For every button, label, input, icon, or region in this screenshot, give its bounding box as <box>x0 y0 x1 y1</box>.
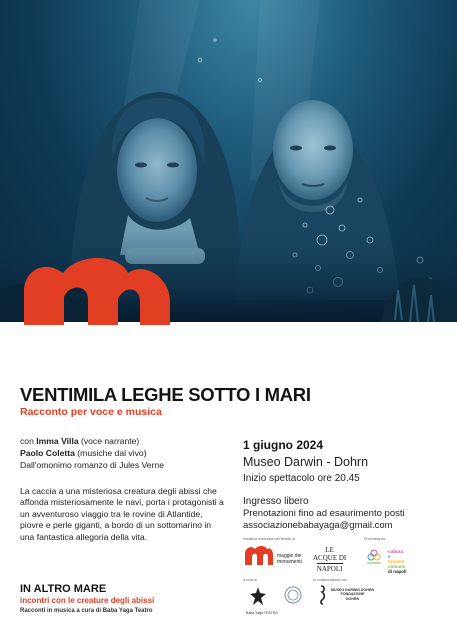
event-entry: Ingresso libero <box>243 496 309 507</box>
credit-line-2 <box>20 447 164 459</box>
poster-title: VENTIMILA LEGHE SOTTO I MARI <box>20 384 311 405</box>
logo-label-curated: a cura di <box>243 578 257 582</box>
darwin-dohrn-logo <box>331 588 374 601</box>
logo-label-collab: In collaborazione con <box>313 578 347 582</box>
series-note: Racconti in musica a cura di Baba Yaga Teatro <box>20 608 153 614</box>
comune-napoli-logo <box>388 549 407 574</box>
mdm-line-1: maggio dei <box>277 553 302 559</box>
comune-line-4: comune <box>388 564 406 569</box>
series-subtitle: incontri con le creature degli abissi <box>20 596 155 605</box>
logo-label-right: Promossa da <box>364 537 386 541</box>
event-venue: Museo Darwin - Dohrn <box>243 455 369 469</box>
baba-yaga-text: Baba Yaga TEATRO <box>246 611 278 615</box>
performer-role-2: (musiche dal vivo) <box>74 448 147 458</box>
series-block <box>20 583 154 616</box>
event-booking: Prenotazioni fino ad esaurimento posti <box>243 508 405 519</box>
seal-logo <box>284 586 302 604</box>
description: La caccia a una misteriosa creatura degli abissi che affonda misteriosamente le navi, porta i protagonisti a un avventuroso viaggio tra le rovine di Atlantide, piovre e perle giganti, a bordo di un sottomarino in una fantastica allegoria della vita. <box>20 486 224 542</box>
acque-divider <box>317 563 343 564</box>
comune-line-5: di napoli <box>388 569 407 574</box>
acque-line-3: NAPOLI <box>316 565 343 573</box>
colorful-circle-logo <box>364 545 384 565</box>
performer-name-1: Imma Villa <box>36 436 79 446</box>
darwin-line-1: MUSEO DARWIN DOHRN <box>331 588 375 592</box>
event-date: 1 giugno 2024 <box>243 438 324 452</box>
comune-line-2: e <box>388 554 391 559</box>
brand-m-logo <box>0 253 170 343</box>
mdm-line-2: monumenti <box>277 559 302 565</box>
darwin-line-3: DOHRN <box>345 596 360 601</box>
event-time: Inizio spettacolo ore 20.45 <box>243 473 360 484</box>
acque-line-2: ACQUE DI <box>313 554 347 562</box>
poster-subtitle: Racconto per voce e musica <box>20 406 162 418</box>
comune-line-3: turismo <box>388 559 405 564</box>
seahorse-icon <box>315 585 327 605</box>
maggio-monumenti-logo <box>243 545 273 565</box>
performer-role-1: (voce narrante) <box>78 436 140 446</box>
darwin-line-2: FONDAZIONE <box>340 592 365 597</box>
acque-napoli-logo <box>313 546 346 573</box>
performer-name-2: Paolo Coletta <box>20 448 75 458</box>
comune-line-1: cultura <box>388 549 404 554</box>
credit-prefix: con <box>20 436 37 446</box>
logo-label-left: Iniziativa realizzata nell'ambito di <box>243 537 296 541</box>
contact-email[interactable]: associazionebabayaga@gmail.com <box>243 520 393 531</box>
credit-line-1 <box>20 435 164 447</box>
credit-line-3: Dall'omonimo romanzo di Jules Verne <box>20 460 164 470</box>
acque-line-1: LE <box>325 546 334 554</box>
baba-yaga-logo <box>246 585 270 609</box>
series-title: IN ALTRO MARE <box>20 583 107 595</box>
credits <box>20 435 164 471</box>
maggio-monumenti-text <box>277 553 302 565</box>
